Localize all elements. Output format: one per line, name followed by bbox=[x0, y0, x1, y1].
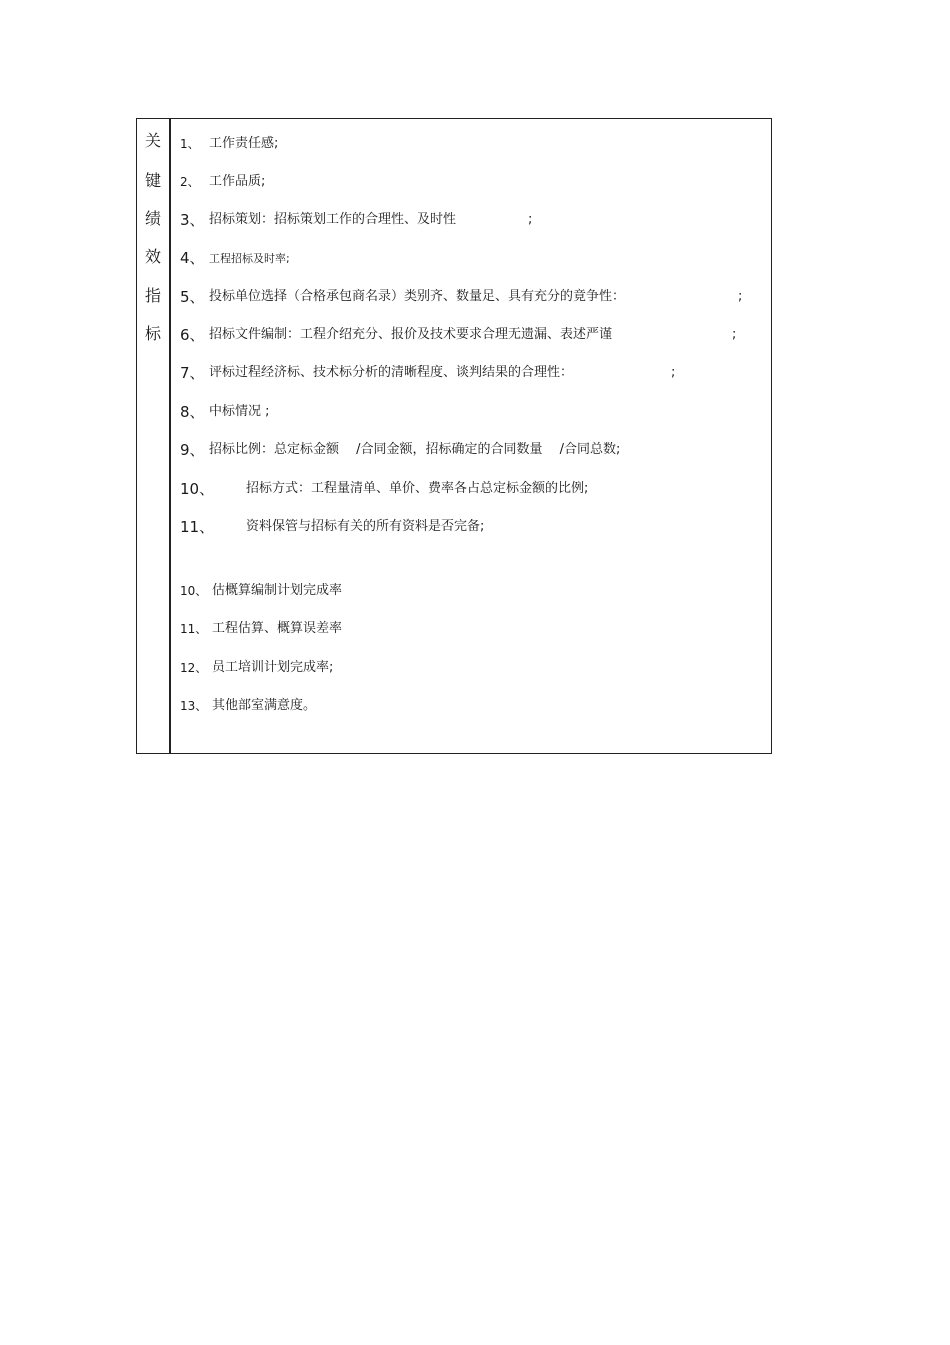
item-text: 中标情况 ; bbox=[209, 404, 270, 419]
item-number: 12、 bbox=[180, 661, 208, 675]
item-semicolon: ; bbox=[671, 365, 676, 380]
item-number: 7、 bbox=[180, 364, 205, 382]
item-number: 9、 bbox=[180, 441, 205, 459]
item-text: 工作责任感; bbox=[209, 136, 279, 151]
item-number: 5、 bbox=[180, 288, 205, 306]
label-char: 标 bbox=[144, 324, 161, 343]
item-text: 工程招标及时率; bbox=[209, 252, 290, 265]
item-semicolon: ; bbox=[738, 289, 743, 304]
item-number: 4、 bbox=[180, 249, 205, 267]
kpi-table bbox=[136, 118, 772, 754]
label-char: 效 bbox=[144, 247, 161, 266]
item-text: 招标文件编制：工程介绍充分、报价及技术要求合理无遗漏、表述严谨 bbox=[209, 327, 613, 342]
item-text: 招标方式：工程量清单、单价、费率各占总定标金额的比例; bbox=[246, 481, 589, 496]
label-char: 关 bbox=[144, 131, 161, 150]
item-number: 11、 bbox=[180, 622, 208, 636]
item-semicolon: ; bbox=[528, 212, 533, 227]
item-number: 13、 bbox=[180, 699, 208, 713]
item-number: 6、 bbox=[180, 326, 205, 344]
item-text: 评标过程经济标、技术标分析的清晰程度、谈判结果的合理性： bbox=[209, 365, 574, 380]
item-number: 11、 bbox=[180, 518, 215, 536]
item-number: 1、 bbox=[180, 137, 200, 151]
item-text: 其他部室满意度。 bbox=[212, 698, 317, 713]
item-text: 招标比例：总定标金额 /合同金额，招标确定的合同数量 /合同总数; bbox=[209, 442, 621, 457]
item-number: 2、 bbox=[180, 175, 200, 189]
item-text: 投标单位选择（合格承包商名录）类别齐、数量足、具有充分的竟争性： bbox=[209, 289, 626, 304]
label-char: 指 bbox=[144, 286, 161, 305]
label-char: 绩 bbox=[144, 209, 161, 228]
item-text: 工程估算、概算误差率 bbox=[212, 621, 343, 636]
item-number: 8、 bbox=[180, 403, 205, 421]
item-text: 估概算编制计划完成率 bbox=[212, 583, 343, 598]
item-text: 资料保管与招标有关的所有资料是否完备; bbox=[246, 519, 485, 534]
item-semicolon: ; bbox=[732, 327, 737, 342]
item-number: 3、 bbox=[180, 211, 205, 229]
item-text: 招标策划：招标策划工作的合理性、及时性 bbox=[209, 212, 457, 227]
label-char: 键 bbox=[144, 171, 161, 190]
kpi-label-column bbox=[137, 119, 171, 753]
item-number: 10、 bbox=[180, 480, 215, 498]
item-number: 10、 bbox=[180, 584, 208, 598]
item-text: 员工培训计划完成率; bbox=[212, 660, 334, 675]
item-text: 工作品质; bbox=[209, 174, 266, 189]
